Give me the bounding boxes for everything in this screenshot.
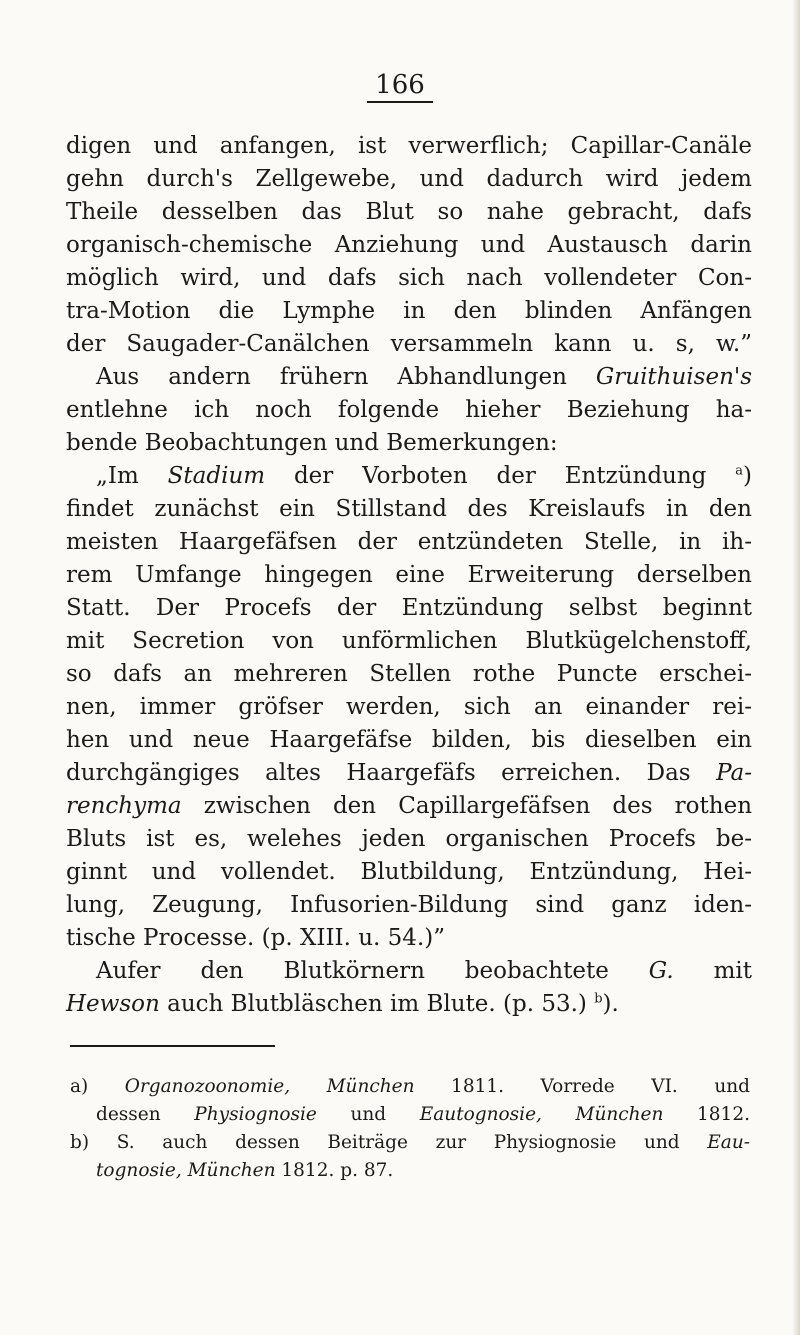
text-line: entlehne ich noch folgende hieher Beziehung ha- (66, 397, 752, 423)
footnotes (70, 1073, 750, 1185)
text-line: organisch-chemische Anziehung und Austausch darin (66, 232, 752, 258)
text-line: möglich wird, und dafs sich nach vollendeter Con- (66, 265, 752, 291)
text-line: findet zunächst ein Stillstand des Kreislaufs in den (66, 496, 752, 522)
footnote-line: dessen Physiognosie und Eautognosie, München 1812. (96, 1104, 750, 1125)
footnote-divider (70, 1045, 275, 1047)
text-line: tra-Motion die Lymphe in den blinden Anfängen (66, 298, 752, 324)
text-line: hen und neue Haargefäfse bilden, bis dieselben ein (66, 727, 752, 753)
text-line: digen und anfangen, ist verwerflich; Capillar-Canäle (66, 133, 752, 159)
text-line: renchyma zwischen den Capillargefäfsen des rothen (66, 793, 753, 819)
text-line: meisten Haargefäfsen der entzündeten Stelle, in ih- (66, 529, 752, 555)
footnote-line: b) S. auch dessen Beiträge zur Physiognosie und Eau- (70, 1132, 750, 1153)
text-line: gehn durch's Zellgewebe, und dadurch wird jedem (66, 166, 752, 192)
text-line: Statt. Der Procefs der Entzündung selbst beginnt (66, 595, 752, 621)
text-line: lung, Zeugung, Infusorien-Bildung sind ganz iden- (66, 892, 752, 918)
text-line: Bluts ist es, welehes jeden organischen Procefs be- (66, 826, 752, 852)
text-line: tische Processe. (p. XIII. u. 54.)” (66, 925, 445, 951)
text-line: bende Beobachtungen und Bemerkungen: (66, 430, 558, 456)
text-line: Aufer den Blutkörnern beobachtete G. mit (96, 958, 753, 984)
footnote-line: tognosie, München 1812. p. 87. (96, 1160, 394, 1181)
text-line: „Im Stadium der Vorboten der Entzündung $^a$) (96, 463, 753, 489)
text-line: rem Umfange hingegen eine Erweiterung derselben (66, 562, 752, 588)
text-line: ginnt und vollendet. Blutbildung, Entzündung, Hei- (66, 859, 752, 885)
text-line: Hewson auch Blutbläschen im Blute. (p. 53.) $^b$). (66, 991, 619, 1017)
text-line: Aus andern frühern Abhandlungen Gruithuisen's (96, 364, 753, 390)
text-line: durchgängiges altes Haargefäfs erreichen. Das Pa- (66, 760, 752, 786)
text-line: der Saugader-Canälchen versammeln kann u. s, w.” (66, 331, 752, 357)
body-text (66, 130, 752, 1021)
footnote-line: a) Organozoonomie, München 1811. Vorrede VI. und (70, 1076, 751, 1097)
text-line: nen, immer gröfser werden, sich an einander rei- (66, 694, 752, 720)
text-line: mit Secretion von unförmlichen Blutkügelchenstoff, (66, 628, 752, 654)
page-number: 166 (0, 70, 800, 100)
page-edge-shadow (792, 0, 800, 1335)
text-line: so dafs an mehreren Stellen rothe Puncte erschei- (66, 661, 752, 687)
text-line: Theile desselben das Blut so nahe gebracht, dafs (66, 199, 752, 225)
